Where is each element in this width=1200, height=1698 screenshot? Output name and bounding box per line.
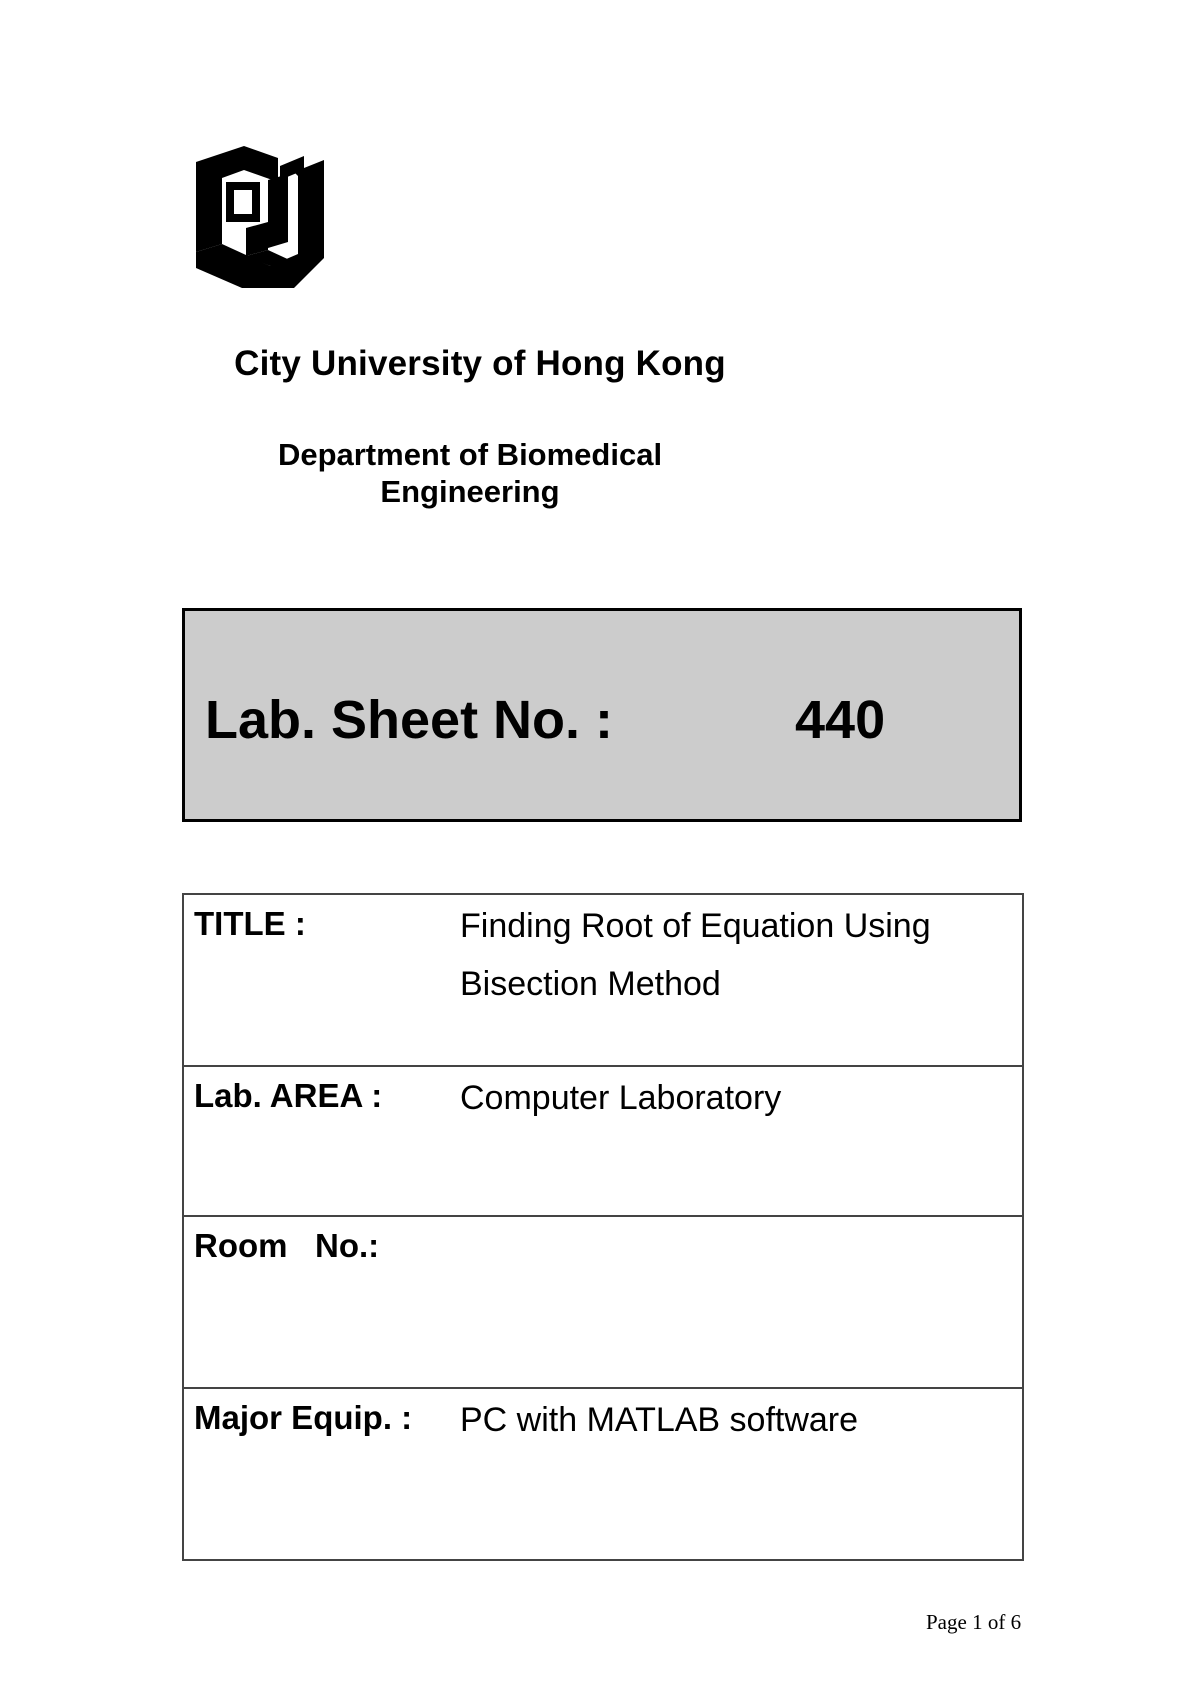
department-name: [240, 436, 700, 510]
table-row-title: [183, 894, 1023, 1066]
lab-sheet-box: [182, 608, 1022, 822]
row-label: Room No.:: [194, 1227, 380, 1264]
row-value: [460, 894, 1023, 1066]
info-table: [182, 893, 1024, 1561]
row-value: [460, 1216, 1023, 1388]
cityu-logo-icon: [182, 146, 324, 288]
row-label: TITLE :: [194, 905, 306, 942]
table-row-lab-area: [183, 1066, 1023, 1216]
lab-area-value: Computer Laboratory: [460, 1079, 782, 1117]
university-name: City University of Hong Kong: [234, 344, 726, 383]
department-line-2: Engineering: [380, 474, 560, 509]
department-line-1: Department of Biomedical: [277, 437, 663, 472]
table-row-room: [183, 1216, 1023, 1388]
title-value: Finding Root of Equation Using Bisection Method: [460, 907, 931, 1003]
equipment-value: PC with MATLAB software: [460, 1401, 859, 1439]
lab-sheet-number: 440: [795, 690, 886, 750]
row-value: [460, 1066, 1023, 1216]
lab-sheet-label: Lab. Sheet No. :: [205, 690, 614, 750]
row-label: Major Equip. :: [194, 1399, 413, 1436]
table-row-equipment: [183, 1388, 1023, 1560]
row-label: Lab. AREA :: [194, 1077, 383, 1114]
row-value: [460, 1388, 1023, 1560]
page-number: Page 1 of 6: [926, 1610, 1022, 1634]
